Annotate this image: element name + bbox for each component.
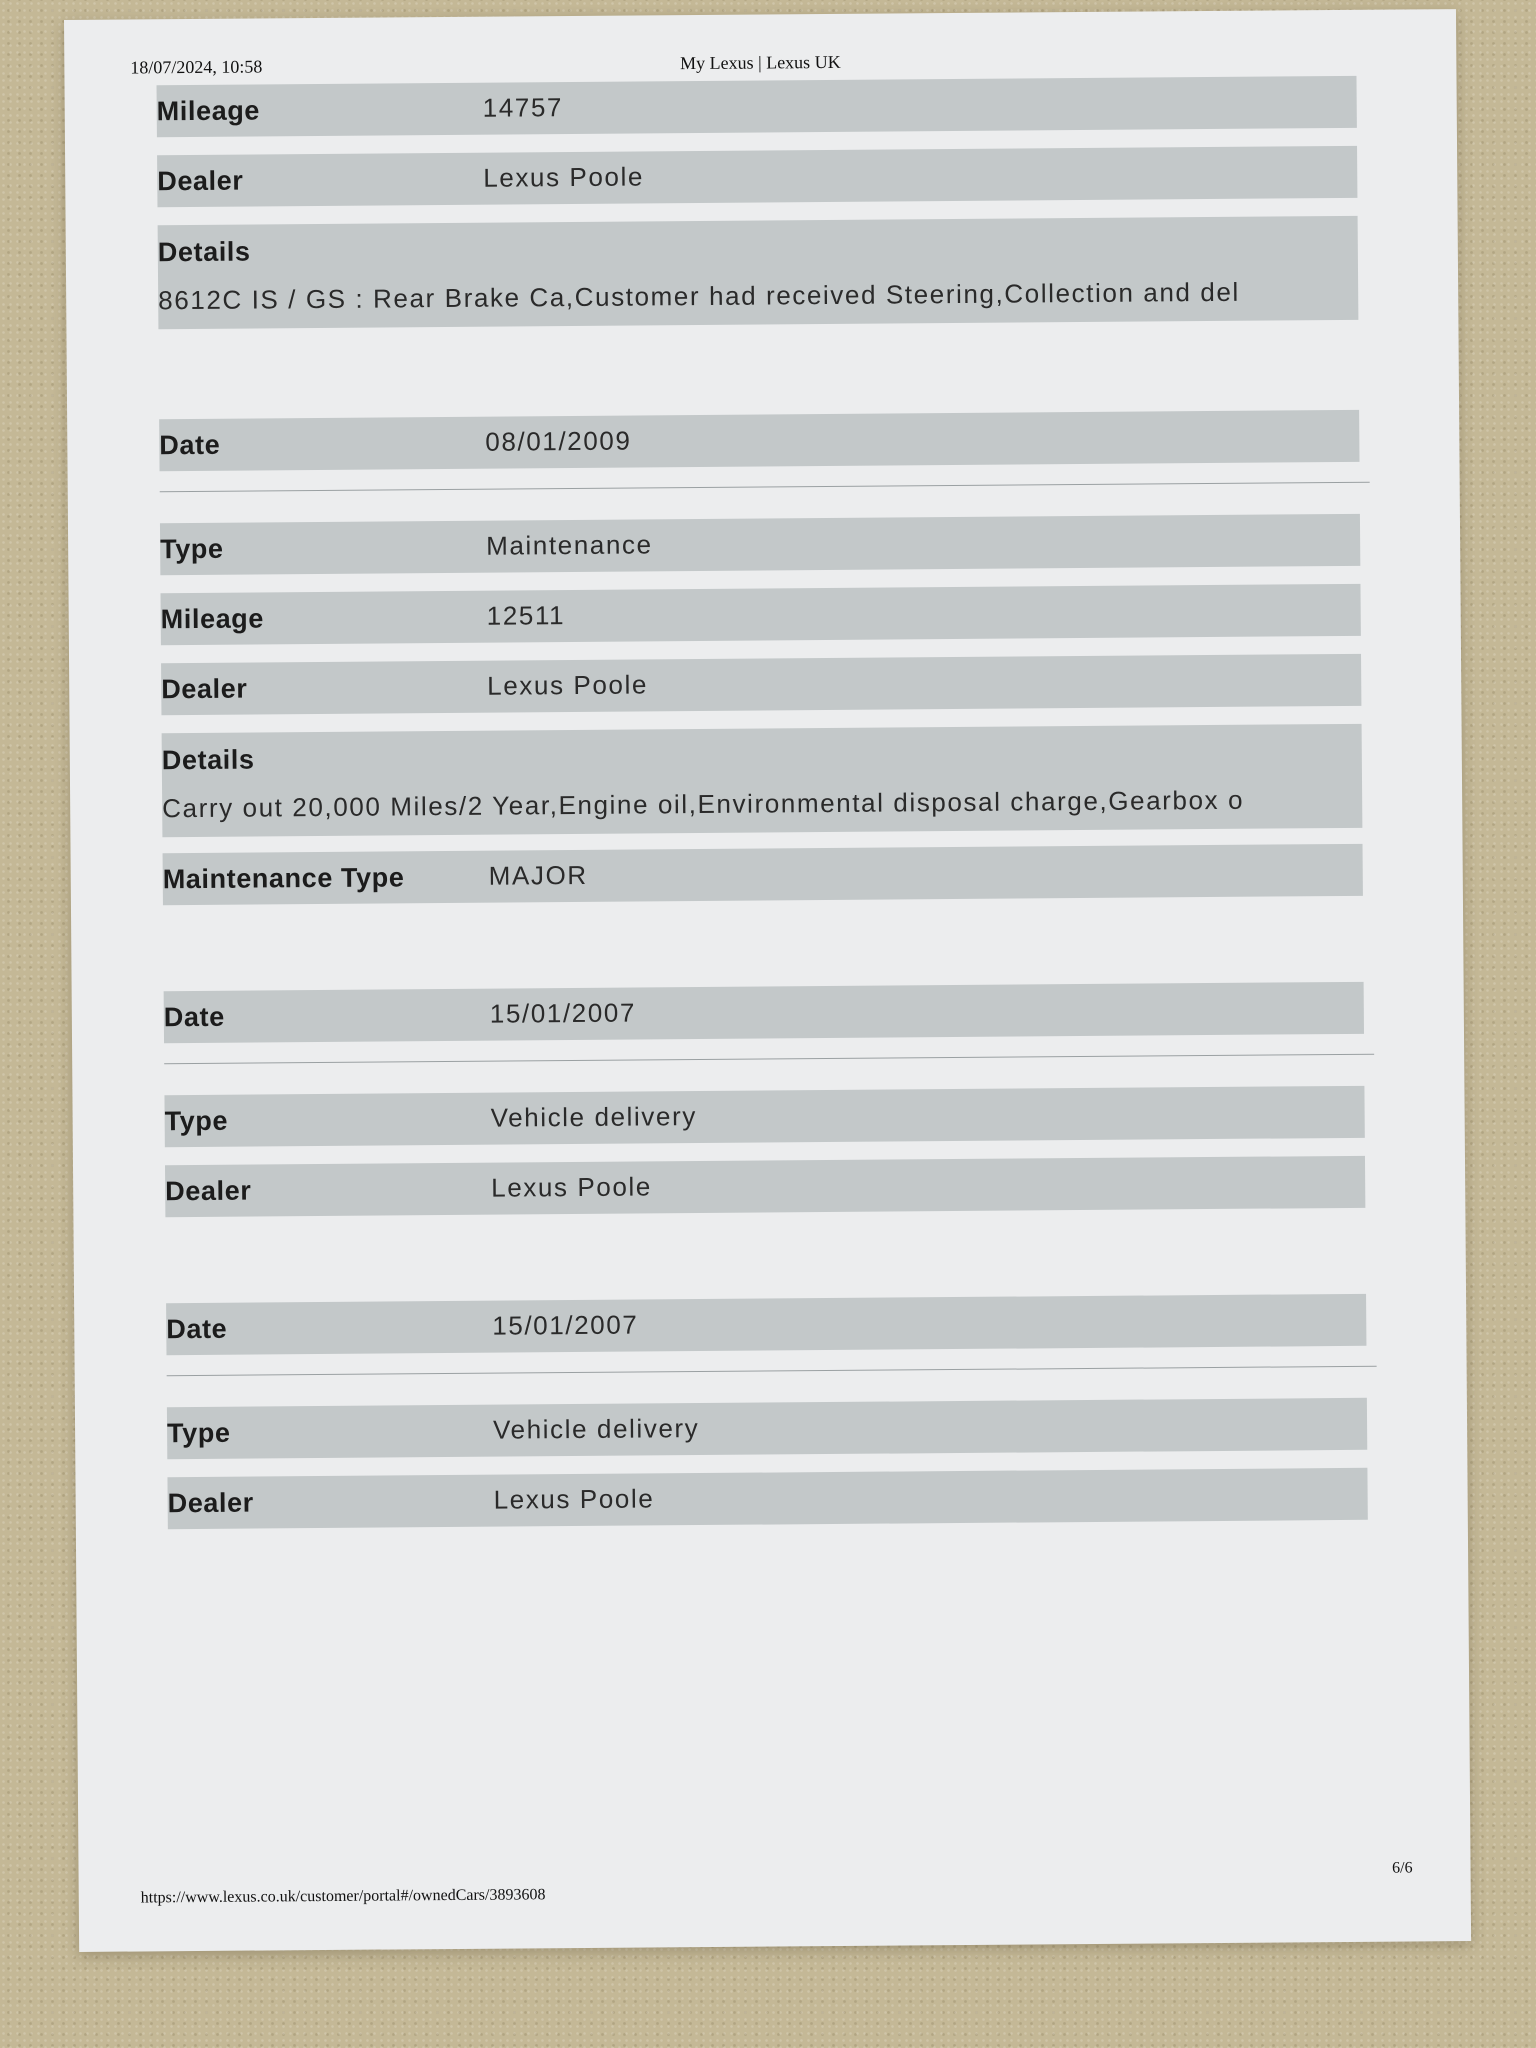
- mileage-label: Mileage: [156, 95, 261, 127]
- type-label: Type: [160, 533, 224, 565]
- type-value: Vehicle delivery: [490, 1101, 698, 1133]
- print-datetime: 18/07/2024, 10:58: [130, 56, 263, 78]
- record-1-mileage-row: [157, 76, 1357, 137]
- record-2-date-row: [159, 410, 1359, 471]
- dealer-label: Dealer: [165, 1175, 252, 1207]
- printed-page: [64, 9, 1471, 1952]
- record-4-date-row: [166, 1294, 1366, 1355]
- dealer-value: Lexus Poole: [483, 161, 645, 193]
- date-value: 08/01/2009: [485, 425, 632, 457]
- details-value: 8612C IS / GS : Rear Brake Ca,Customer had received Steering,Collection and del: [158, 276, 1240, 316]
- dealer-value: Lexus Poole: [491, 1171, 652, 1203]
- mileage-value: 12511: [486, 600, 566, 631]
- record-4-dealer-row: [167, 1468, 1367, 1529]
- dealer-label: Dealer: [161, 673, 248, 705]
- dealer-value: Lexus Poole: [493, 1483, 655, 1515]
- record-2-dealer-row: [161, 654, 1361, 715]
- section-divider: [167, 1366, 1377, 1377]
- record-2-type-row: [160, 514, 1360, 575]
- record-3-type-row: [164, 1086, 1364, 1147]
- footer-url: https://www.lexus.co.uk/customer/portal#/ownedCars/3893608: [140, 1886, 546, 1907]
- page-title: My Lexus | Lexus UK: [679, 51, 841, 74]
- record-2-mileage-row: [161, 584, 1361, 645]
- type-label: Type: [164, 1105, 229, 1137]
- date-label: Date: [159, 429, 221, 461]
- record-4-type-row: [167, 1398, 1367, 1459]
- record-2-maintenance-type-row: [163, 844, 1363, 905]
- mileage-label: Mileage: [160, 603, 265, 635]
- section-divider: [164, 1054, 1374, 1065]
- maintenance-type-label: Maintenance Type: [162, 862, 405, 895]
- mileage-value: 14757: [482, 92, 564, 123]
- maintenance-type-value: MAJOR: [488, 859, 588, 891]
- record-1-details-row: [158, 216, 1359, 329]
- type-label: Type: [166, 1417, 231, 1449]
- type-value: Vehicle delivery: [492, 1413, 700, 1445]
- dealer-value: Lexus Poole: [487, 669, 649, 701]
- details-label: Details: [161, 744, 255, 776]
- section-divider: [160, 482, 1370, 493]
- date-value: 15/01/2007: [492, 1309, 639, 1341]
- details-label: Details: [157, 236, 251, 268]
- record-3-dealer-row: [165, 1156, 1365, 1217]
- record-3-date-row: [164, 982, 1364, 1043]
- dealer-label: Dealer: [157, 165, 244, 197]
- date-label: Date: [166, 1313, 228, 1345]
- type-value: Maintenance: [486, 529, 653, 561]
- record-1-dealer-row: [157, 146, 1357, 207]
- date-label: Date: [163, 1001, 225, 1033]
- record-2-details-row: [162, 724, 1363, 837]
- details-value: Carry out 20,000 Miles/2 Year,Engine oil,Environmental disposal charge,Gearbox o: [162, 784, 1245, 824]
- dealer-label: Dealer: [167, 1487, 254, 1519]
- date-value: 15/01/2007: [489, 997, 637, 1029]
- page-number: 6/6: [1392, 1859, 1413, 1877]
